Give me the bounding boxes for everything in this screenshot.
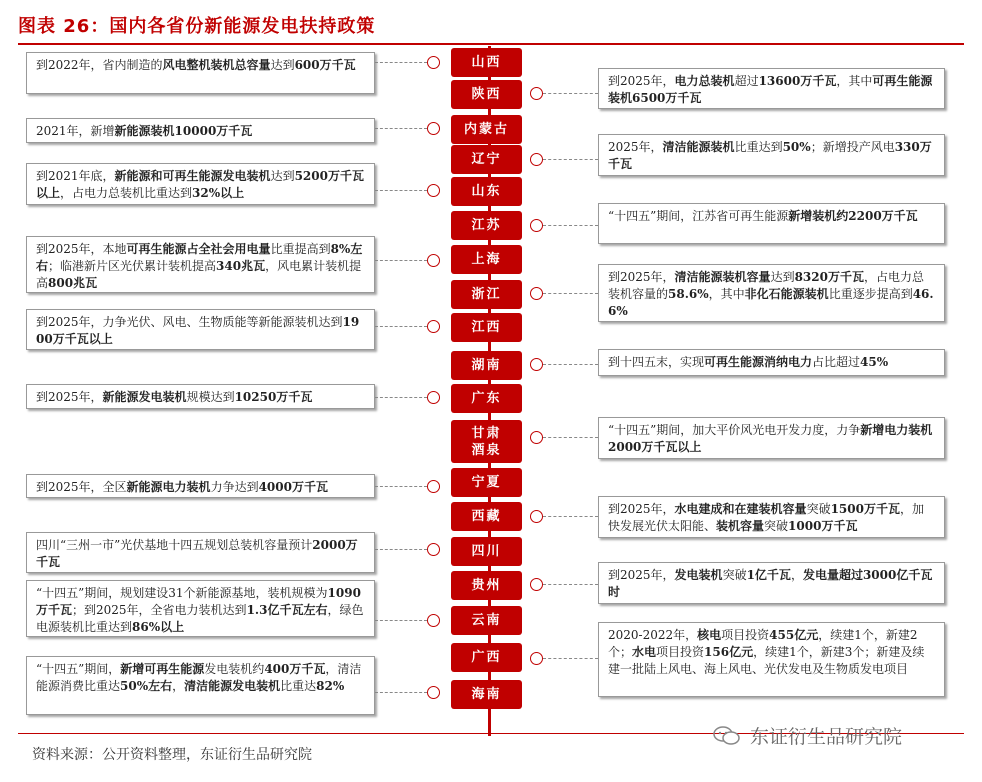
connector-line	[375, 620, 427, 621]
policy-highlight: 风电整机装机总容量	[162, 58, 271, 72]
policy-highlight: 可再生能源装机6500万千瓦	[608, 74, 933, 105]
connector-line	[543, 93, 598, 94]
policy-highlight: 核电	[697, 628, 722, 642]
connector-dot	[427, 320, 440, 333]
policy-highlight: 1.3亿千瓦左右	[246, 603, 328, 617]
connector-dot	[427, 184, 440, 197]
left-policy-box	[26, 52, 375, 94]
policy-text: 到2025年，	[608, 502, 675, 516]
policy-text: 力争达到	[210, 480, 259, 494]
policy-text: 突破	[806, 502, 831, 516]
source-note: 资料来源：公开资料整理，东证衍生品研究院	[32, 747, 312, 763]
policy-highlight: 50%左右	[120, 679, 173, 693]
connector-line	[375, 549, 427, 550]
connector-line	[375, 260, 427, 261]
connector-dot	[427, 543, 440, 556]
connector-line	[375, 190, 427, 191]
connector-line	[375, 397, 427, 398]
policy-highlight: 10250万千瓦	[234, 390, 313, 404]
policy-text: ，清洁能源消费比重达	[36, 662, 362, 693]
connector-dot	[530, 358, 543, 371]
right-policy-box	[598, 203, 945, 244]
policy-text: 达到	[270, 169, 295, 183]
policy-text: “十四五”期间，江苏省可再生能源	[608, 209, 789, 223]
chart-title: 图表 26：国内各省份新能源发电扶持政策	[18, 16, 376, 37]
right-policy-box	[598, 68, 945, 109]
policy-text: 到2025年，	[608, 270, 675, 284]
connector-line	[543, 658, 598, 659]
policy-highlight: 32%以上	[192, 186, 245, 200]
province-node: 浙江	[451, 280, 522, 309]
province-node: 江苏	[451, 211, 522, 240]
policy-text: ，占电力总装机容量的	[608, 270, 924, 301]
policy-text: 达到	[270, 58, 295, 72]
policy-highlight: 1900万千瓦以上	[36, 315, 360, 346]
policy-highlight: 新能源电力装机	[126, 480, 211, 494]
policy-highlight: 13600万千瓦	[758, 74, 837, 88]
policy-highlight: 600万千瓦	[294, 58, 356, 72]
province-node: 贵州	[451, 571, 522, 600]
policy-text: 项目投资	[656, 645, 705, 659]
policy-text: 突破	[764, 519, 789, 533]
province-node: 上海	[451, 245, 522, 274]
policy-text: “十四五”期间，规划建设31个新能源基地，装机规模为	[36, 586, 328, 600]
policy-text: ，绿色电源装机比重达到	[36, 603, 364, 634]
connector-line	[375, 486, 427, 487]
policy-highlight: 58.6%	[668, 287, 709, 301]
connector-dot	[427, 686, 440, 699]
policy-highlight: 装机容量	[716, 519, 765, 533]
connector-dot	[427, 254, 440, 267]
connector-dot	[427, 122, 440, 135]
policy-text: ，风电累计装机提高	[36, 259, 362, 290]
connector-line	[543, 159, 598, 160]
policy-highlight: 可再生能源占全社会用电量	[126, 242, 271, 256]
policy-highlight: 发电量超过3000亿千瓦时	[608, 568, 933, 599]
policy-text: ，占电力总装机比重达到	[60, 186, 193, 200]
policy-highlight: 可再生能源消纳电力	[704, 355, 813, 369]
left-policy-box	[26, 384, 375, 409]
policy-text: 2021年，新增	[36, 124, 115, 138]
connector-dot	[530, 510, 543, 523]
policy-text: 比重提高到	[270, 242, 331, 256]
policy-highlight: 新增装机约2200万千瓦	[788, 209, 918, 223]
connector-dot	[427, 480, 440, 493]
province-node: 海南	[451, 680, 522, 709]
policy-text: “十四五”期间，加大平价风光电开发力度，力争	[608, 423, 861, 437]
left-policy-box	[26, 656, 375, 715]
left-policy-box	[26, 474, 375, 498]
connector-dot	[530, 652, 543, 665]
policy-highlight: 1500万千瓦	[830, 502, 900, 516]
policy-highlight: 1亿千瓦	[746, 568, 791, 582]
province-node: 西藏	[451, 502, 522, 531]
policy-highlight: 水电	[632, 645, 657, 659]
province-node: 山东	[451, 177, 522, 206]
policy-text: 占比超过	[812, 355, 861, 369]
province-node: 山西	[451, 48, 522, 77]
policy-text: ，加快发展光伏太阳能、	[608, 502, 924, 533]
policy-highlight: 46.6%	[608, 287, 934, 318]
policy-text: 项目投资	[721, 628, 770, 642]
policy-text: 规模达到	[186, 390, 235, 404]
connector-line	[375, 128, 427, 129]
connector-dot	[427, 391, 440, 404]
policy-highlight: 电力总装机	[674, 74, 735, 88]
right-policy-box	[598, 264, 945, 322]
watermark	[712, 722, 902, 749]
province-node: 江西	[451, 313, 522, 342]
policy-highlight: 1000万千瓦	[788, 519, 858, 533]
policy-text: 突破	[722, 568, 747, 582]
connector-dot	[530, 219, 543, 232]
province-node: 内蒙古	[451, 115, 522, 144]
province-node: 甘肃 酒泉	[451, 420, 522, 463]
province-node: 辽宁	[451, 145, 522, 174]
policy-text: 2025年，	[608, 140, 663, 154]
policy-highlight: 400万千瓦	[264, 662, 326, 676]
policy-highlight: 156亿元	[704, 645, 754, 659]
policy-text: ，其中	[836, 74, 873, 88]
right-policy-box	[598, 134, 945, 176]
policy-text: “十四五”期间，	[36, 662, 121, 676]
policy-text: 比重逐步提高到	[828, 287, 913, 301]
policy-text: 到2025年，本地	[36, 242, 127, 256]
province-node: 四川	[451, 537, 522, 566]
policy-text: ，	[172, 679, 185, 693]
connector-line	[543, 516, 598, 517]
policy-text: ，	[790, 568, 803, 582]
left-policy-box	[26, 309, 375, 350]
policy-highlight: 50%	[782, 140, 811, 154]
connector-line	[543, 293, 598, 294]
connector-line	[375, 62, 427, 63]
connector-line	[375, 692, 427, 693]
policy-highlight: 清洁能源装机	[662, 140, 735, 154]
policy-highlight: 330万千瓦	[608, 140, 932, 171]
policy-highlight: 水电建成和在建装机容量	[674, 502, 807, 516]
policy-highlight: 新增可再生能源	[120, 662, 205, 676]
right-policy-box	[598, 417, 945, 459]
wechat-icon	[712, 725, 742, 747]
policy-highlight: 45%	[860, 355, 889, 369]
policy-highlight: 82%	[316, 679, 345, 693]
province-node: 陕西	[451, 80, 522, 109]
left-policy-box	[26, 236, 375, 293]
policy-text: ；临港新片区光伏累计装机提高	[48, 259, 217, 273]
policy-highlight: 8320万千瓦	[794, 270, 864, 284]
left-policy-box	[26, 532, 375, 573]
province-node: 广东	[451, 384, 522, 413]
policy-highlight: 4000万千瓦	[258, 480, 328, 494]
policy-highlight: 新能源装机10000万千瓦	[114, 124, 253, 138]
policy-text: ，续建1个，新建3个；新建及续建一批陆上风电、海上风电、光伏发电及生物质发电项目	[608, 645, 925, 676]
connector-dot	[530, 431, 543, 444]
policy-text: ；新增投产风电	[810, 140, 895, 154]
connector-line	[543, 225, 598, 226]
title-divider	[18, 43, 964, 45]
connector-dot	[427, 614, 440, 627]
policy-text: 到2025年，全区	[36, 480, 127, 494]
policy-highlight: 新能源发电装机	[102, 390, 187, 404]
policy-highlight: 清洁能源装机容量	[674, 270, 771, 284]
policy-text: 四川“三州一市”光伏基地十四五规划总装机容量预计	[36, 538, 313, 552]
watermark-text: 东证衍生品研究院	[750, 726, 903, 748]
policy-highlight: 340兆瓦	[216, 259, 266, 273]
connector-dot	[530, 87, 543, 100]
policy-highlight: 86%以上	[132, 620, 185, 634]
left-policy-box	[26, 163, 375, 205]
policy-text: ，续建1个，新建2个；	[608, 628, 918, 659]
policy-text: 2020-2022年，	[608, 628, 698, 642]
policy-highlight: 新能源和可再生能源发电装机	[114, 169, 271, 183]
policy-text: ；到2025年，全省电力装机达到	[72, 603, 247, 617]
policy-text: ，其中	[708, 287, 745, 301]
left-policy-box	[26, 580, 375, 637]
policy-highlight: 5200万千瓦以上	[36, 169, 364, 200]
connector-line	[543, 584, 598, 585]
policy-text: 到2022年，省内制造的	[36, 58, 163, 72]
policy-text: 到2021年底，	[36, 169, 115, 183]
province-node: 宁夏	[451, 468, 522, 497]
right-policy-box	[598, 496, 945, 538]
connector-line	[375, 326, 427, 327]
policy-text: 到2025年，力争光伏、风电、生物质能等新能源装机达到	[36, 315, 343, 329]
connector-dot	[530, 153, 543, 166]
policy-text: 超过	[734, 74, 759, 88]
policy-text: 到2025年，	[608, 74, 675, 88]
policy-highlight: 非化石能源装机	[744, 287, 829, 301]
connector-line	[543, 364, 598, 365]
policy-highlight: 800兆瓦	[48, 276, 98, 290]
policy-text: 到2025年，	[608, 568, 675, 582]
province-node: 广西	[451, 643, 522, 672]
policy-highlight: 8%左右	[36, 242, 363, 273]
policy-text: 比重达	[280, 679, 317, 693]
right-policy-box	[598, 562, 945, 604]
connector-dot	[427, 56, 440, 69]
right-policy-box	[598, 622, 945, 697]
left-policy-box	[26, 118, 375, 143]
right-policy-box	[598, 349, 945, 376]
province-node: 湖南	[451, 351, 522, 380]
policy-highlight: 发电装机	[674, 568, 723, 582]
policy-highlight: 2000万千瓦	[36, 538, 358, 569]
policy-highlight: 455亿元	[769, 628, 819, 642]
connector-dot	[530, 578, 543, 591]
policy-text: 发电装机约	[204, 662, 265, 676]
policy-text: 比重达到	[734, 140, 783, 154]
policy-highlight: 清洁能源发电装机	[184, 679, 281, 693]
policy-text: 到十四五末，实现	[608, 355, 705, 369]
policy-highlight: 1090万千瓦	[36, 586, 361, 617]
policy-text: 达到	[770, 270, 795, 284]
policy-highlight: 新增电力装机2000万千瓦以上	[608, 423, 933, 454]
connector-line	[543, 437, 598, 438]
policy-text: 到2025年，	[36, 390, 103, 404]
connector-dot	[530, 287, 543, 300]
province-node: 云南	[451, 606, 522, 635]
